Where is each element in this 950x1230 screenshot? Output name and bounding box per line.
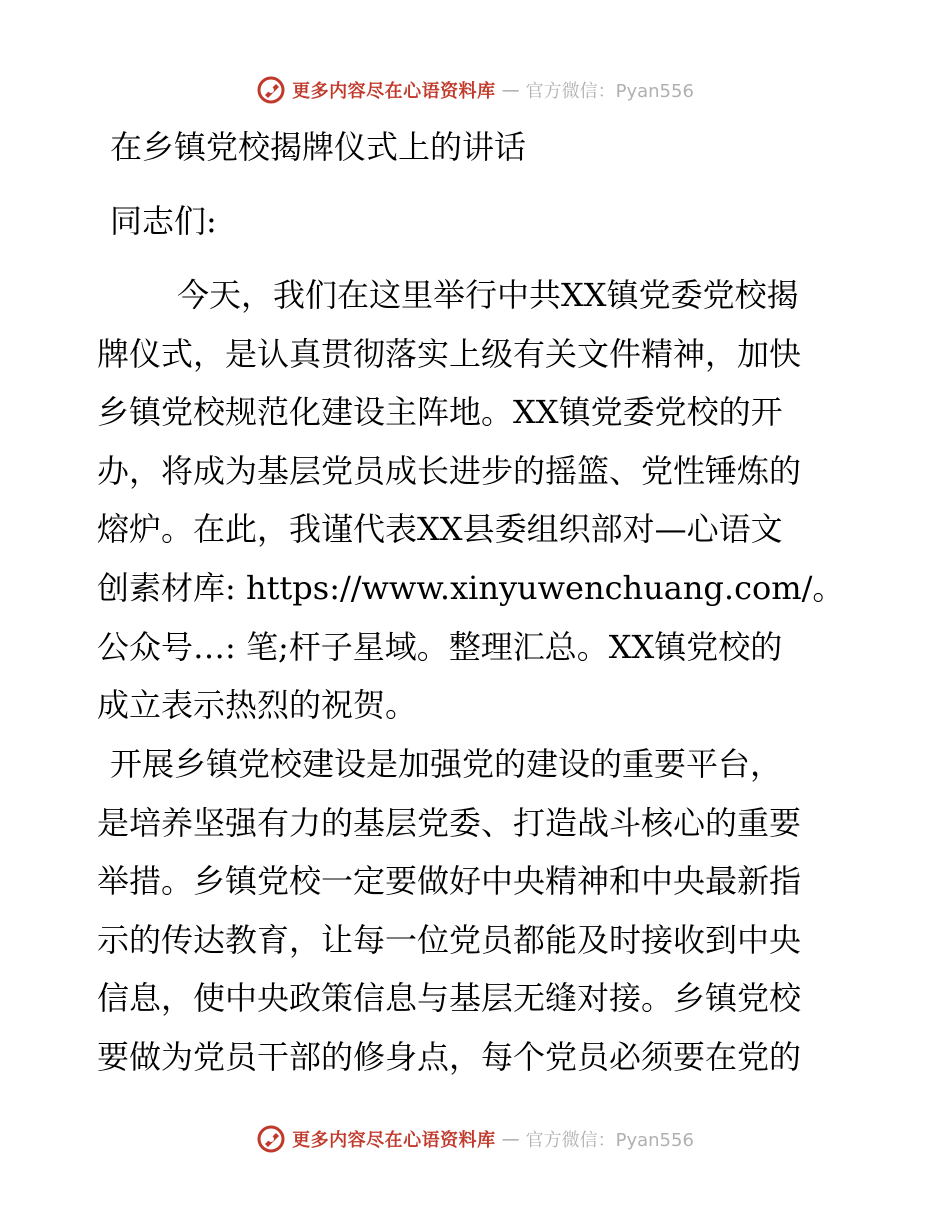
paragraph-2 [97, 735, 857, 1087]
paragraph-line: 熔炉。在此，我谨代表XX县委组织部对—心语文 [97, 510, 783, 549]
brand-logo-icon [256, 75, 286, 105]
salutation: 同志们: [110, 202, 217, 240]
paragraph-line: 牌仪式，是认真贯彻落实上级有关文件精神，加快 [97, 334, 802, 373]
header-wechat-text: 官方微信：Pyan556 [525, 81, 694, 102]
header-separator: — [501, 79, 520, 101]
paragraph-line: 信息，使中央政策信息与基层无缝对接。乡镇党校 [97, 979, 802, 1018]
paragraph-line: 示的传达教育，让每一位党员都能及时接收到中央 [97, 920, 802, 959]
header-watermark [0, 70, 950, 110]
footer-wechat-text: 官方微信：Pyan556 [525, 1130, 694, 1151]
paragraph-1 [97, 266, 857, 735]
header-brand-text: 更多内容尽在心语资料库 [292, 81, 496, 102]
brand-logo-icon [256, 1124, 286, 1154]
paragraph-line: 成立表示热烈的祝贺。 [97, 686, 418, 725]
footer-separator: — [501, 1128, 520, 1150]
paragraph-line: 要做为党员干部的修身点，每个党员必须要在党的 [97, 1037, 802, 1076]
paragraph-line: 开展乡镇党校建设是加强党的建设的重要平台， [110, 745, 783, 783]
footer-watermark [0, 1119, 950, 1159]
document-title: 在乡镇党校揭牌仪式上的讲话 [110, 128, 527, 166]
paragraph-line: 乡镇党校规范化建设主阵地。XX镇党委党校的开 [97, 393, 783, 432]
paragraph-line: 创素材库: https://www.xinyuwenchuang.com/。 [97, 568, 845, 607]
paragraph-line: 是培养坚强有力的基层党委、打造战斗核心的重要 [97, 803, 802, 842]
paragraph-line: 办，将成为基层党员成长进步的摇篮、党性锤炼的 [97, 451, 802, 490]
footer-brand-text: 更多内容尽在心语资料库 [292, 1130, 496, 1151]
paragraph-line: 公众号…: 笔;杆子星域。整理汇总。XX镇党校的 [97, 627, 783, 666]
paragraph-line: 举措。乡镇党校一定要做好中央精神和中央最新指 [97, 862, 802, 901]
paragraph-line: 今天，我们在这里举行中共XX镇党委党校揭 [177, 276, 799, 314]
